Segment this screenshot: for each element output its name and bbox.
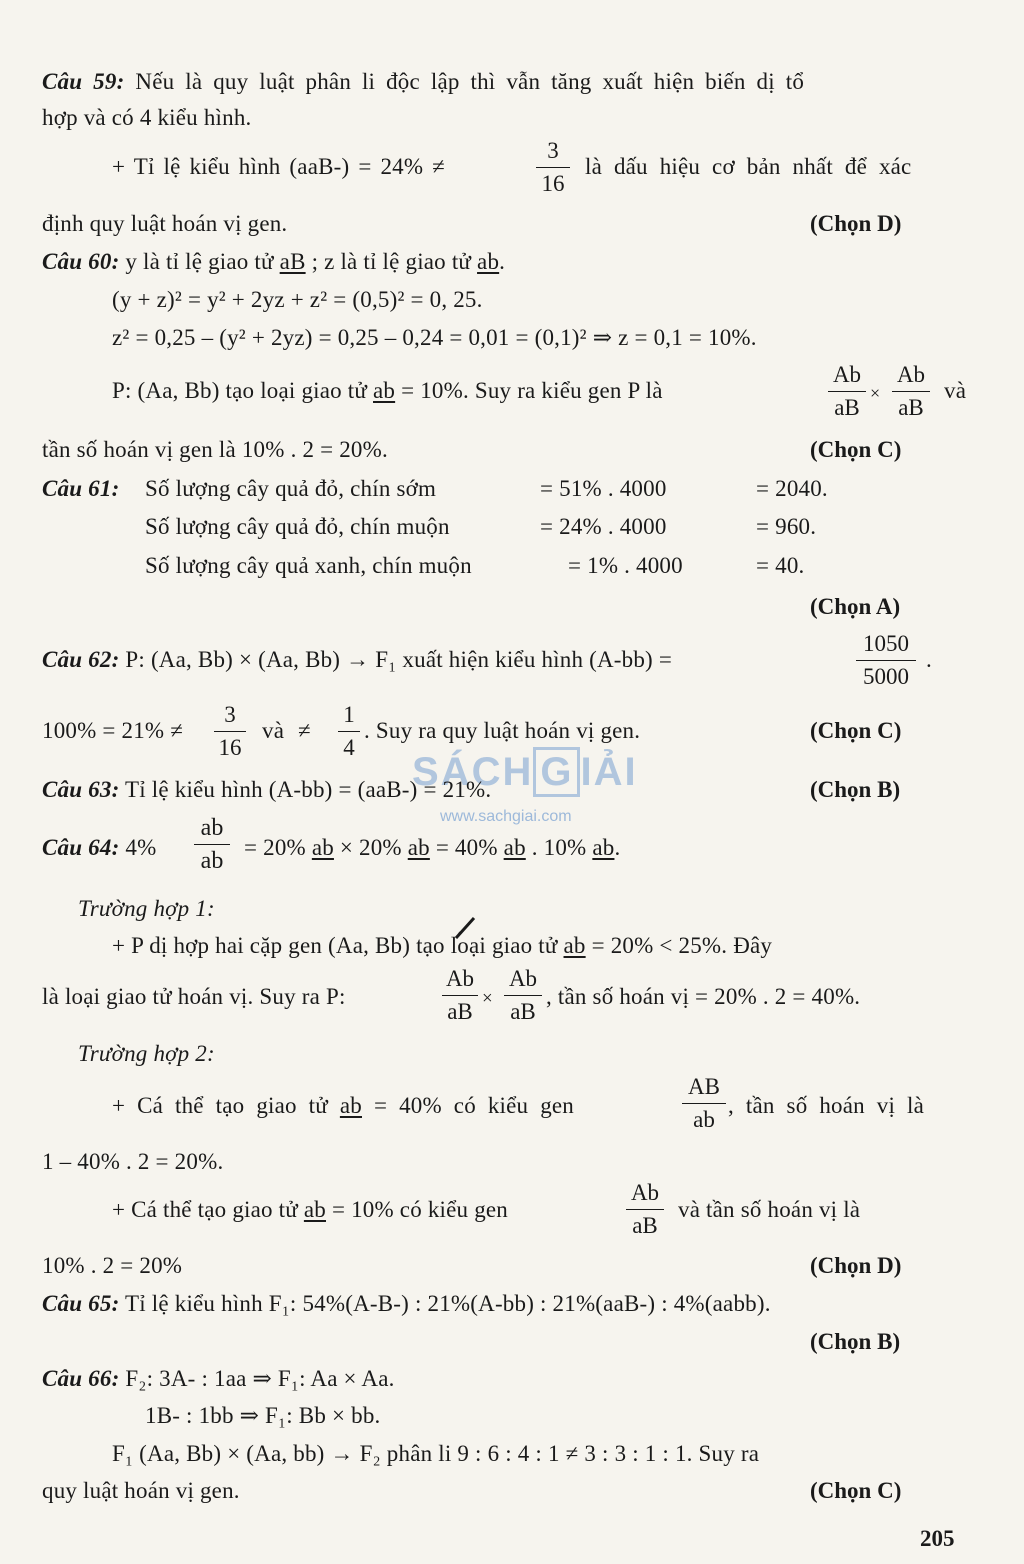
q65-line1: Câu 65: Tỉ lệ kiểu hình F₁: 54%(A-B-) : 21%(A-bb) : 21%(aaB-) : 4%(aabb). [42,1291,771,1316]
q61-row-1-text: Số lượng cây quả đỏ, chín sớm [145,476,437,501]
page-number: 205 [920,1526,955,1551]
q59-fraction: 3 16 [536,138,570,197]
q60-fraction-2: Ab aB [892,362,930,421]
q66-line1: Câu 66: F₂: 3A- : 1aa ⇒ F₁: Aa × Aa. [42,1366,395,1391]
q63-choice: (Chọn B) [810,777,901,802]
q66-line4: quy luật hoán vị gen. [42,1478,240,1503]
q61-row-2-text: Số lượng cây quả đỏ, chín muộn [145,514,450,539]
q64-case1-heading: Trường hợp 1: [78,896,215,921]
q64-case2-line2: 1 – 40% . 2 = 20%. [42,1149,224,1174]
q60-line4: P: (Aa, Bb) tạo loại giao tử ab = 10%. Suy ra kiểu gen P là [112,378,663,403]
q59-line3b: là dấu hiệu cơ bản nhất để xác [585,154,912,179]
q62-line1: Câu 62: P: (Aa, Bb) × (Aa, Bb) → F₁ xuất hiện kiểu hình (A-bb) = [42,647,673,672]
q61-row-1-result: = 2040. [756,476,828,501]
q64-case1-line2b: , tần số hoán vị = 20% . 2 = 40%. [546,984,861,1009]
q63-line1: Câu 63: Tỉ lệ kiểu hình (A-bb) = (aaB-) = 21%. [42,777,492,802]
q61-row-3-calc: = 1% . 4000 [568,553,683,578]
q64-case1-line1: + P dị hợp hai cặp gen (Aa, Bb) tạo loại giao tử ab = 20% < 25%. Đây [112,933,773,958]
q59-choice: (Chọn D) [810,211,902,236]
q62-choice: (Chọn C) [810,718,902,743]
q62-fraction-2: 3 16 [214,702,246,761]
q60-fraction-1: Ab aB [828,362,866,421]
q64-case2-fraction-2: Ab aB [626,1180,664,1239]
q60-line1: Câu 60: y là tỉ lệ giao tử aB ; z là tỉ lệ giao tử ab. [42,249,506,274]
q61-row-2-calc: = 24% . 4000 [540,514,667,539]
q64-line1: = 20% ab × 20% ab = 40% ab . 10% ab. [244,835,621,860]
q60-times: × [870,383,881,403]
q65-choice: (Chọn B) [810,1329,901,1354]
q59-line2: hợp và có 4 kiểu hình. [42,105,252,130]
watermark-logo: SÁCH G IẢI [412,750,638,795]
q64-fraction: ab ab [194,815,230,874]
q60-label: Câu 60: [42,249,120,274]
q62-line2c: . Suy ra quy luật hoán vị gen. [364,718,641,743]
watermark-url: www.sachgiai.com [440,808,572,825]
q61-row-3-result: = 40. [756,553,805,578]
q60-line3: z² = 0,25 – (y² + 2yz) = 0,25 – 0,24 = 0,01 = (0,1)² ⇒ z = 0,1 = 10%. [112,325,757,350]
q61-row-3-text: Số lượng cây quả xanh, chín muộn [145,553,472,578]
q64-case2-heading: Trường hợp 2: [78,1041,215,1066]
q64-case1-fraction-2: Ab aB [504,966,542,1025]
q62-fraction-3: 1 4 [338,702,360,761]
q66-choice: (Chọn C) [810,1478,902,1503]
q64-case2-line3: + Cá thể tạo giao tử ab = 10% có kiểu gen [112,1197,508,1222]
q64-choice: (Chọn D) [810,1253,902,1278]
q64-case2-line1c: , tần số hoán vị là [728,1093,925,1118]
q64-case1-fraction-1: Ab aB [442,966,478,1025]
q62-line2a: 100% = 21% ≠ [42,718,184,743]
q59-line1 [42,68,804,96]
q61-choice: (Chọn A) [810,594,901,619]
q64-case1-times: × [482,988,493,1009]
q60-line5: tần số hoán vị gen là 10% . 2 = 20%. [42,437,388,462]
q59-line3a: + Tỉ lệ kiểu hình (aaB-) = 24% ≠ [112,154,445,179]
q61-row-2-result: = 960. [756,514,817,539]
q62-fraction-1: 1050 5000 [856,631,916,690]
q62-dot: . [926,647,932,672]
q66-line2: 1B- : 1bb ⇒ F₁: Bb × bb. [145,1403,381,1428]
q64-label: Câu 64: 4% [42,835,157,860]
q64-case2-line1: + Cá thể tạo giao tử ab = 40% có kiểu gen [112,1093,574,1118]
q64-case2-line3c: và tần số hoán vị là [678,1197,861,1222]
q62-line2b: và ≠ [262,718,311,743]
q59-text1: Nếu là quy luật phân li độc lập thì vẫn tăng xuất hiện biến dị tổ [135,69,805,94]
q61-label: Câu 61: [42,476,120,501]
q64-case2-line4: 10% . 2 = 20% [42,1253,183,1278]
q64-case2-fraction-1: AB ab [682,1074,726,1133]
q59-line4: định quy luật hoán vị gen. [42,211,288,236]
q60-line2: (y + z)² = y² + 2yz + z² = (0,5)² = 0, 25. [112,287,483,312]
q66-line3: F₁ (Aa, Bb) × (Aa, bb) → F₂ phân li 9 : 6 : 4 : 1 ≠ 3 : 3 : 1 : 1. Suy ra [112,1441,760,1466]
q60-choice: (Chọn C) [810,437,902,462]
q61-row-1-calc: = 51% . 4000 [540,476,667,501]
q59-label: Câu 59: [42,69,125,94]
q60-line4c: và [944,378,967,403]
q64-case1-line2a: là loại giao tử hoán vị. Suy ra P: [42,984,346,1009]
